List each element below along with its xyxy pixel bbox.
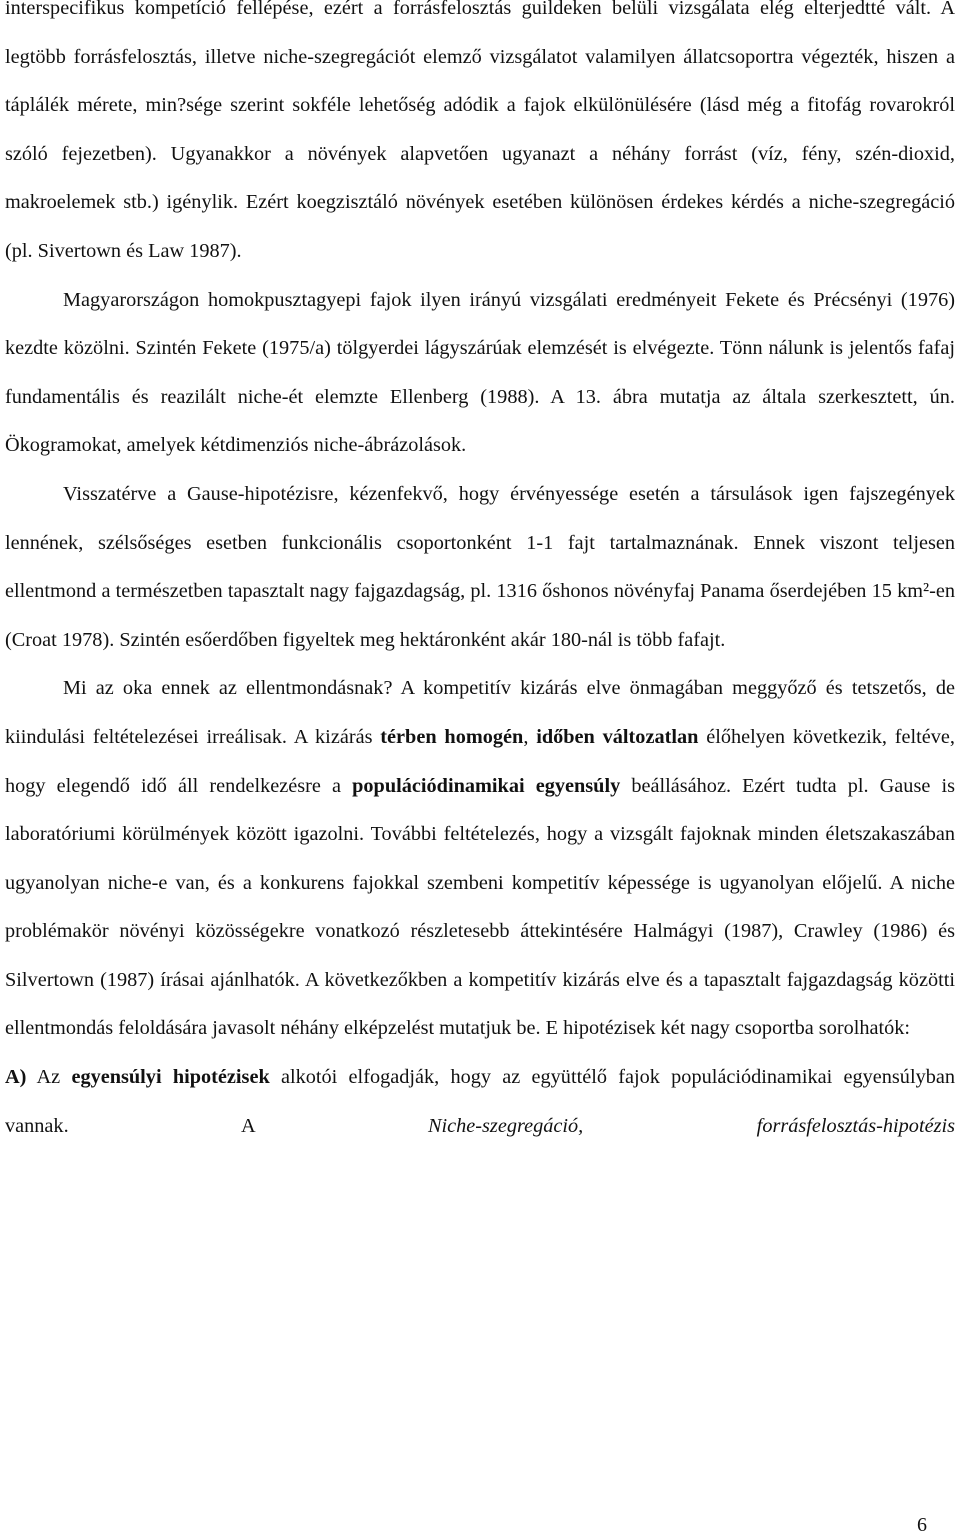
text-run: Magyarországon homokpusztagyepi fajok ilyen irányú vizsgálati eredményeit Fekete és Précsényi (1976) kezdte közölni. Szintén Fekete (1975/a) tölgyerdei lágyszárúak elemzését is elvégezte. Tönn nálunk is jelentős fafaj fundamentális és reazilált niche-ét elemzte Ellenberg (1988). A 13. ábra mutatja az általa szerkesztett, ún. Ökogramokat, amelyek kétdimenziós niche-ábrázolások. (5, 288, 955, 457)
text-run: , (523, 725, 537, 748)
paragraph (5, 276, 955, 470)
text-run: Visszatérve a Gause-hipotézisre, kézenfekvő, hogy érvényessége esetén a társulások igen fajszegények lennének, szélsőséges esetben funkcionális csoportonként 1-1 fajt tartalmaznának. Ennek viszont teljesen ellentmond a természetben tapasztalt nagy fajgazdagság, pl. 1316 őshonos növényfaj Panama őserdejében 15 km²-en (Croat 1978). Szintén esőerdőben figyeltek meg hektáronként akár 180-nál is több fafajt. (5, 482, 955, 651)
text-run: beállásához. Ezért tudta pl. Gause is laboratóriumi körülmények között igazolni. További feltételezés, hogy a vizsgált fajoknak minden életszakaszában ugyanolyan niche-e van, és a konkurens fajokkal szembeni kompetitív képessége is ugyanolyan előjelű. A niche problémakör növényi közösségekre vonatkozó részletesebb áttekintésére Halmágyi (1987), Crawley (1986) és Silvertown (1987) írásai ajánlhatók. A következőkben a kompetitív kizárás elve és a tapasztalt fajgazdagság közötti ellentmondás feloldására javasolt néhány elképzelést mutatjuk be. E hipotézisek két nagy csoportba sorolhatók: (5, 774, 955, 1040)
text-run: Mi az oka ennek az ellentmondásnak? A kompetitív kizárás elve önmagában meggyőző és tetszetős, de kiindulási feltételezései irreálisak. A kizárás (5, 677, 955, 748)
text-run: alkotói elfogadják, hogy az együttélő fajok populációdinamikai egyensúlyban vannak. A (5, 1066, 956, 1137)
paragraph (5, 470, 955, 664)
bold-text-run: A) (5, 1066, 27, 1089)
page-number: 6 (917, 1514, 927, 1536)
bold-text-run: térben homogén (380, 725, 524, 748)
paragraph (5, 664, 955, 1053)
text-run: interspecifikus kompetíció fellépése, ezért a forrásfelosztás guildeken belüli vizsgálata elég elterjedtté vált. A legtöbb forrásfelosztás, illetve niche-szegregációt elemző vizsgálatot valamilyen állatcsoportra végezték, hiszen a táplálék mérete, min?sége szerint sokféle lehetőség adódik a fajok elkülönülésére (lásd még a fitofág rovarokról szóló fejezetben). Ugyanakkor a növények alapvetően ugyanazt a néhány forrást (víz, fény, szén-dioxid, makroelemek stb.) igénylik. Ezért koegzisztáló növények esetében különösen érdekes kérdés a niche-szegregáció (pl. Sivertown és Law 1987). (5, 0, 955, 262)
bold-text-run: egyensúlyi hipotézisek (71, 1066, 270, 1089)
bold-text-run: időben változatlan (536, 725, 699, 748)
text-run: Az (26, 1066, 72, 1089)
bold-text-run: populációdinamikai egyensúly (352, 774, 621, 797)
italic-text-run: Niche-szegregáció, forrásfelosztás-hipotézis (427, 1114, 956, 1137)
text-run: élőhelyen következik, feltéve, hogy elegendő idő áll rendelkezésre a (5, 725, 955, 797)
paragraph (5, 1053, 955, 1150)
document-page (5, 0, 955, 1150)
paragraph (5, 0, 955, 276)
